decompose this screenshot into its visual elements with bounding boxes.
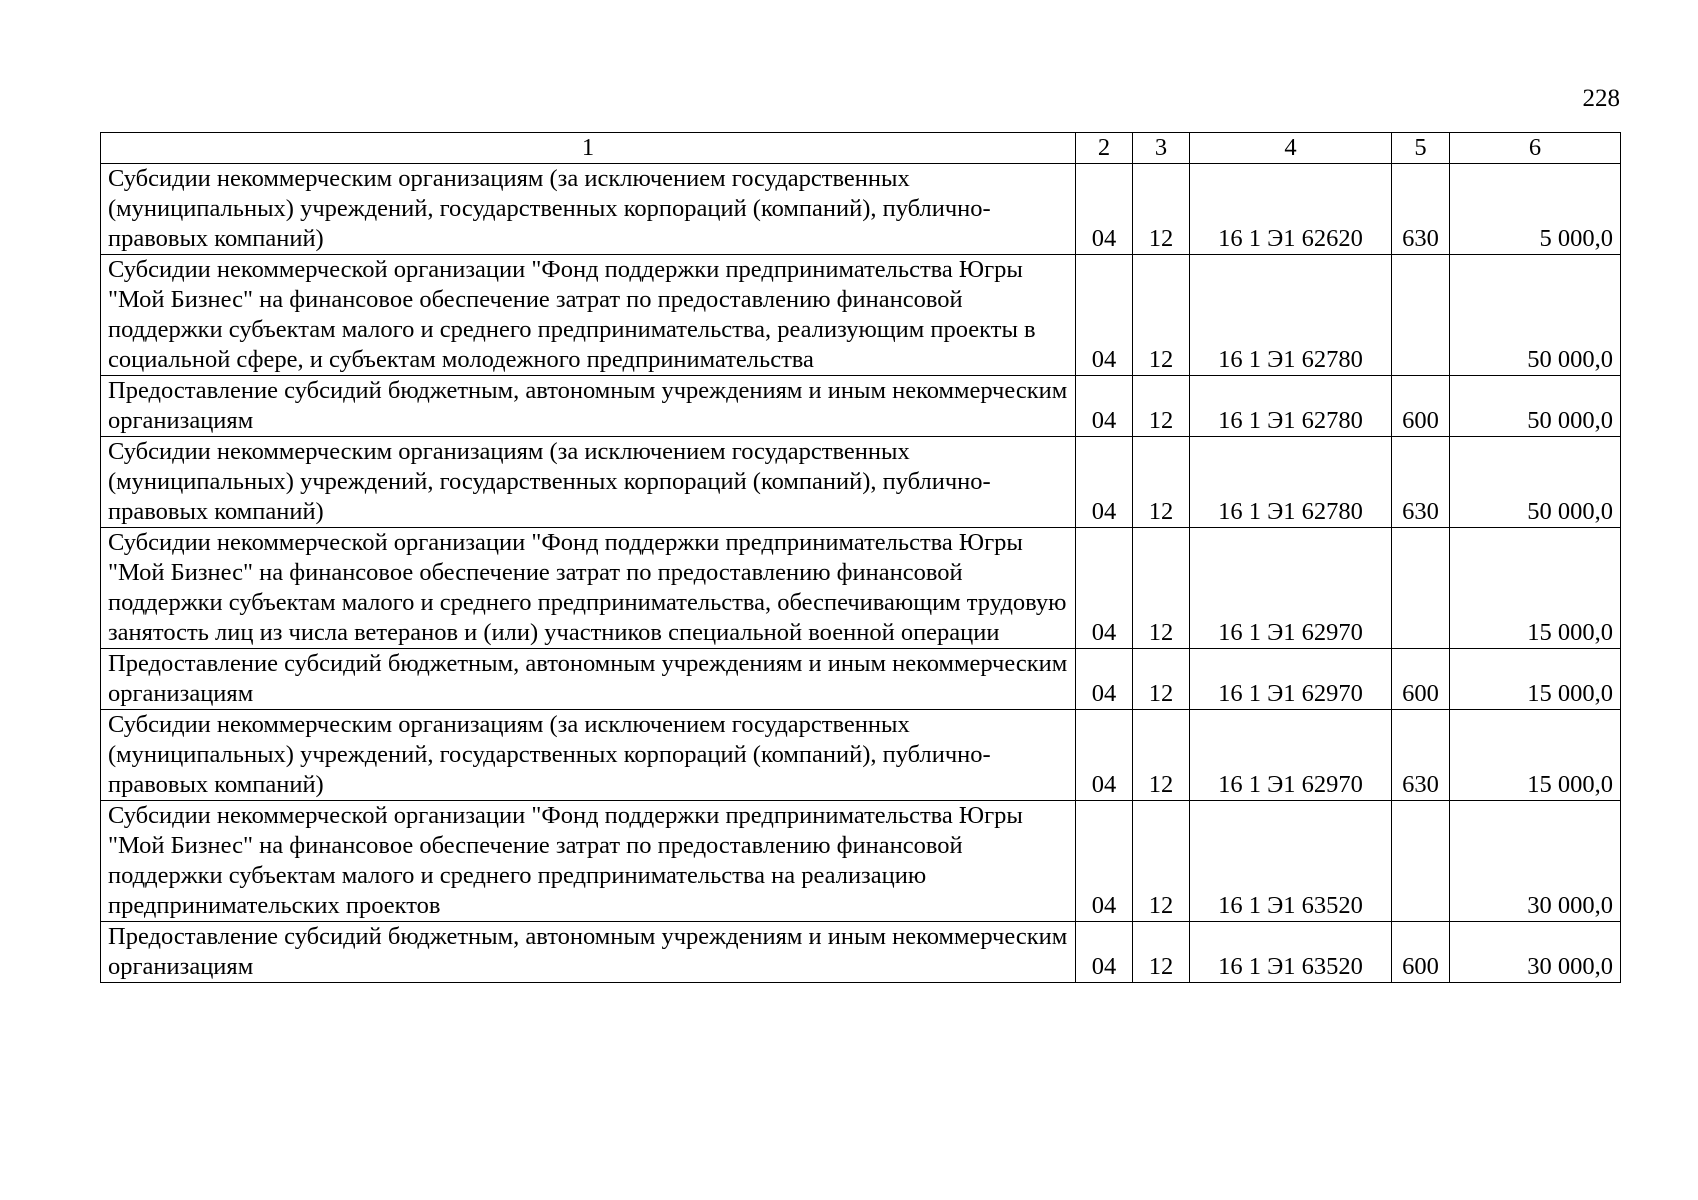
header-col-2: 2 [1076,133,1133,164]
row-section: 04 [1076,801,1133,922]
row-section: 04 [1076,528,1133,649]
table-row [101,801,1621,922]
header-col-3: 3 [1133,133,1190,164]
row-expense-type: 600 [1392,376,1450,437]
row-amount: 50 000,0 [1450,437,1621,528]
row-target-code: 16 1 Э1 62620 [1190,164,1392,255]
row-amount: 50 000,0 [1450,376,1621,437]
header-col-5: 5 [1392,133,1450,164]
table-row [101,164,1621,255]
row-amount: 30 000,0 [1450,801,1621,922]
table-row [101,255,1621,376]
row-subsection: 12 [1133,376,1190,437]
table-row [101,376,1621,437]
table-header [101,133,1621,164]
row-amount: 5 000,0 [1450,164,1621,255]
row-name: Субсидии некоммерческой организации "Фонд поддержки предпринимательства Югры "Мой Бизнес" на финансовое обеспечение затрат по предоставлению финансовой поддержки субъектам малого и среднего предпринимательства, обеспечивающим трудовую занятость лиц из числа ветеранов и (или) участников специальной военной операции [101,528,1076,649]
row-amount: 15 000,0 [1450,649,1621,710]
row-subsection: 12 [1133,801,1190,922]
row-target-code: 16 1 Э1 62780 [1190,255,1392,376]
row-name: Субсидии некоммерческой организации "Фонд поддержки предпринимательства Югры "Мой Бизнес" на финансовое обеспечение затрат по предоставлению финансовой поддержки субъектам малого и среднего предпринимательства на реализацию предпринимательских проектов [101,801,1076,922]
row-target-code: 16 1 Э1 62780 [1190,376,1392,437]
row-subsection: 12 [1133,164,1190,255]
row-amount: 15 000,0 [1450,710,1621,801]
table-row [101,649,1621,710]
row-subsection: 12 [1133,710,1190,801]
row-expense-type [1392,801,1450,922]
header-col-1: 1 [101,133,1076,164]
budget-table [100,132,1621,983]
row-section: 04 [1076,164,1133,255]
table-row [101,922,1621,983]
row-target-code: 16 1 Э1 63520 [1190,922,1392,983]
row-section: 04 [1076,255,1133,376]
page-number: 228 [1582,85,1620,112]
row-expense-type: 600 [1392,649,1450,710]
row-section: 04 [1076,649,1133,710]
row-target-code: 16 1 Э1 62780 [1190,437,1392,528]
row-name: Субсидии некоммерческой организации "Фонд поддержки предпринимательства Югры "Мой Бизнес" на финансовое обеспечение затрат по предоставлению финансовой поддержки субъектам малого и среднего предпринимательства, реализующим проекты в социальной сфере, и субъектам молодежного предпринимательства [101,255,1076,376]
header-col-6: 6 [1450,133,1621,164]
row-amount: 50 000,0 [1450,255,1621,376]
row-name: Предоставление субсидий бюджетным, автономным учреждениям и иным некоммерческим организациям [101,376,1076,437]
header-row [101,133,1621,164]
row-target-code: 16 1 Э1 62970 [1190,710,1392,801]
row-subsection: 12 [1133,649,1190,710]
row-expense-type [1392,528,1450,649]
table-row [101,528,1621,649]
row-section: 04 [1076,437,1133,528]
row-name: Субсидии некоммерческим организациям (за исключением государственных (муниципальных) учреждений, государственных корпораций (компаний), публично-правовых компаний) [101,164,1076,255]
table-body [101,164,1621,983]
row-section: 04 [1076,710,1133,801]
row-subsection: 12 [1133,922,1190,983]
row-target-code: 16 1 Э1 62970 [1190,649,1392,710]
row-section: 04 [1076,922,1133,983]
row-name: Субсидии некоммерческим организациям (за исключением государственных (муниципальных) учреждений, государственных корпораций (компаний), публично-правовых компаний) [101,437,1076,528]
row-subsection: 12 [1133,437,1190,528]
row-name: Предоставление субсидий бюджетным, автономным учреждениям и иным некоммерческим организациям [101,649,1076,710]
row-name: Субсидии некоммерческим организациям (за исключением государственных (муниципальных) учреждений, государственных корпораций (компаний), публично-правовых компаний) [101,710,1076,801]
table-row [101,437,1621,528]
row-expense-type: 630 [1392,164,1450,255]
row-name: Предоставление субсидий бюджетным, автономным учреждениям и иным некоммерческим организациям [101,922,1076,983]
row-expense-type: 630 [1392,437,1450,528]
row-target-code: 16 1 Э1 62970 [1190,528,1392,649]
row-expense-type: 600 [1392,922,1450,983]
row-subsection: 12 [1133,528,1190,649]
row-section: 04 [1076,376,1133,437]
header-col-4: 4 [1190,133,1392,164]
table-row [101,710,1621,801]
row-subsection: 12 [1133,255,1190,376]
row-expense-type: 630 [1392,710,1450,801]
row-target-code: 16 1 Э1 63520 [1190,801,1392,922]
row-amount: 30 000,0 [1450,922,1621,983]
row-amount: 15 000,0 [1450,528,1621,649]
row-expense-type [1392,255,1450,376]
